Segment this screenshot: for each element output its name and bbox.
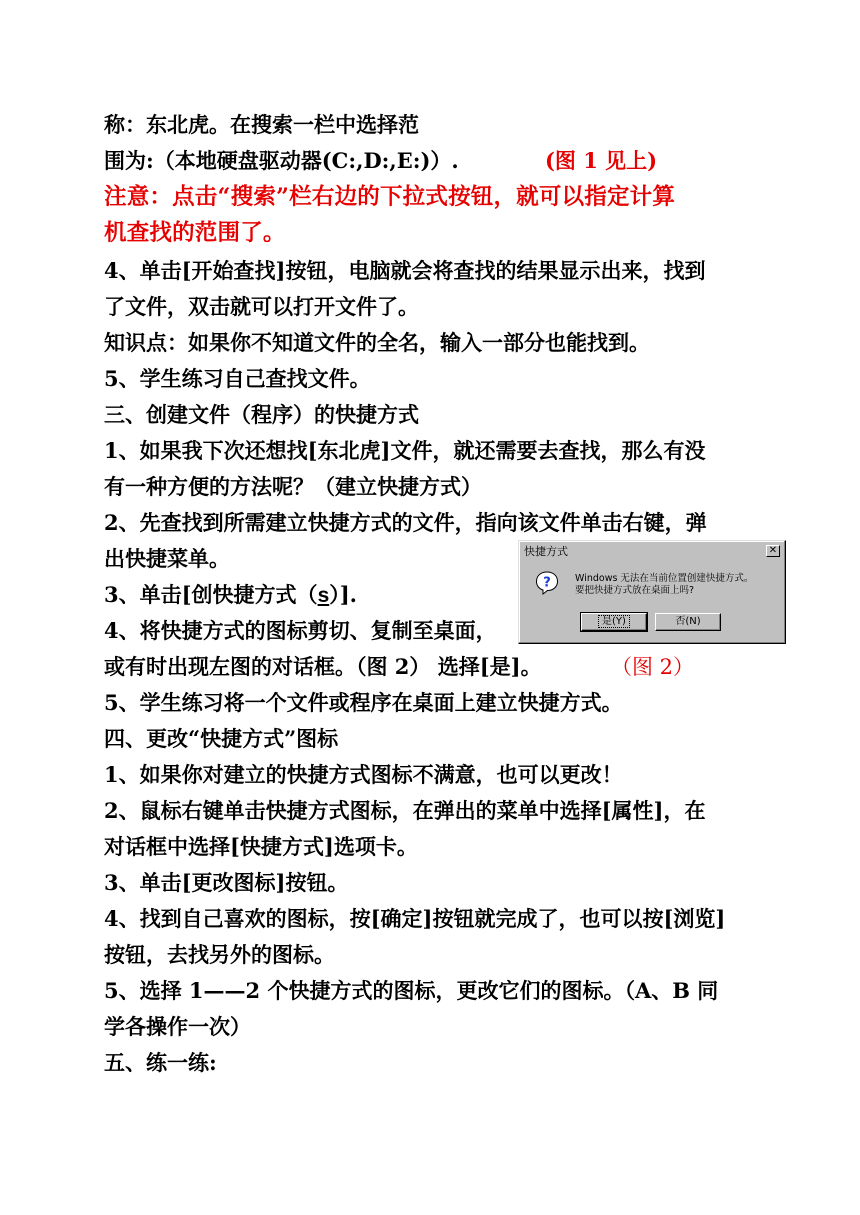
text-line: 称：东北虎。在搜索一栏中选择范 — [104, 112, 419, 137]
close-button[interactable] — [766, 545, 780, 557]
underlined-key: s — [317, 584, 330, 607]
text-line: 3、单击[更改图标]按钮。 — [104, 870, 349, 895]
text-span: 3、单击[创快捷方式（ — [104, 582, 318, 607]
no-button[interactable] — [655, 613, 721, 631]
text-line: 4、找到自己喜欢的图标，按[确定]按钮就完成了，也可以按[浏览] — [104, 906, 726, 931]
text-line: 1、如果我下次还想找[东北虎]文件，就还需要去查找，那么有没 — [104, 438, 706, 463]
note-heading: 注意：点击“搜索”栏右边的下拉式按钮，就可以指定计算 — [104, 184, 676, 210]
note-heading: 机查找的范围了。 — [104, 220, 286, 246]
text-line: 2、鼠标右键单击快捷方式图标，在弹出的菜单中选择[属性]，在 — [104, 798, 706, 823]
question-icon — [535, 571, 559, 595]
text-line: 5、学生练习自己查找文件。 — [104, 366, 371, 391]
yes-button-label: 是(Y) — [598, 615, 630, 628]
text-line — [104, 654, 695, 680]
text-line: 2、先查找到所需建立快捷方式的文件，指向该文件单击右键，弹 — [104, 510, 707, 535]
text-line: 5、选择 1——2 个快捷方式的图标，更改它们的图标。（A、B 同 — [104, 978, 719, 1003]
svg-text:?: ? — [543, 575, 551, 591]
section-heading: 五、练一练: — [104, 1050, 217, 1075]
text-line: 4、单击[开始查找]按钮，电脑就会将查找的结果显示出来，找到 — [104, 258, 706, 283]
text-line — [104, 148, 658, 174]
knowledge-point: 知识点：如果你不知道文件的全名，输入一部分也能找到。 — [104, 330, 650, 355]
text-line: 有一种方便的方法呢？（建立快捷方式） — [104, 474, 482, 499]
text-span: ）]. — [329, 582, 357, 607]
section-heading: 四、更改“快捷方式”图标 — [104, 726, 339, 751]
text-line: 按钮，去找另外的图标。 — [104, 942, 335, 967]
text-span: 或有时出现左图的对话框。（图 2） 选择[是]。 — [104, 654, 542, 679]
close-icon: ✕ — [768, 545, 778, 556]
figure-reference: （图 2） — [611, 655, 695, 679]
text-line: 4、将快捷方式的图标剪切、复制至桌面， — [104, 618, 497, 643]
text-line: 学各操作一次） — [104, 1014, 251, 1039]
text-line: 对话框中选择[快捷方式]选项卡。 — [104, 834, 418, 859]
text-line: 出快捷菜单。 — [104, 546, 230, 571]
text-line: 了文件，双击就可以打开文件了。 — [104, 294, 419, 319]
figure-reference: (图 1 见上) — [545, 148, 658, 173]
dialog-message-line: Windows 无法在当前位置创建快捷方式。 — [575, 573, 754, 584]
dialog-titlebar[interactable] — [522, 544, 782, 559]
dialog-message — [575, 573, 753, 597]
text-line: 1、如果你对建立的快捷方式图标不满意，也可以更改！ — [104, 762, 623, 787]
dialog-message-line: 要把快捷方式放在桌面上吗? — [575, 585, 695, 596]
no-button-label: 否(N) — [675, 616, 701, 627]
text-line: 5、学生练习将一个文件或程序在桌面上建立快捷方式。 — [104, 690, 623, 715]
text-line — [104, 582, 357, 609]
section-heading: 三、创建文件（程序）的快捷方式 — [104, 402, 419, 427]
yes-button[interactable] — [581, 613, 647, 631]
text-span: 围为:（本地硬盘驱动器(C:,D:,E:)）. — [104, 148, 459, 173]
dialog-title: 快捷方式 — [524, 545, 568, 558]
shortcut-dialog — [518, 540, 786, 644]
